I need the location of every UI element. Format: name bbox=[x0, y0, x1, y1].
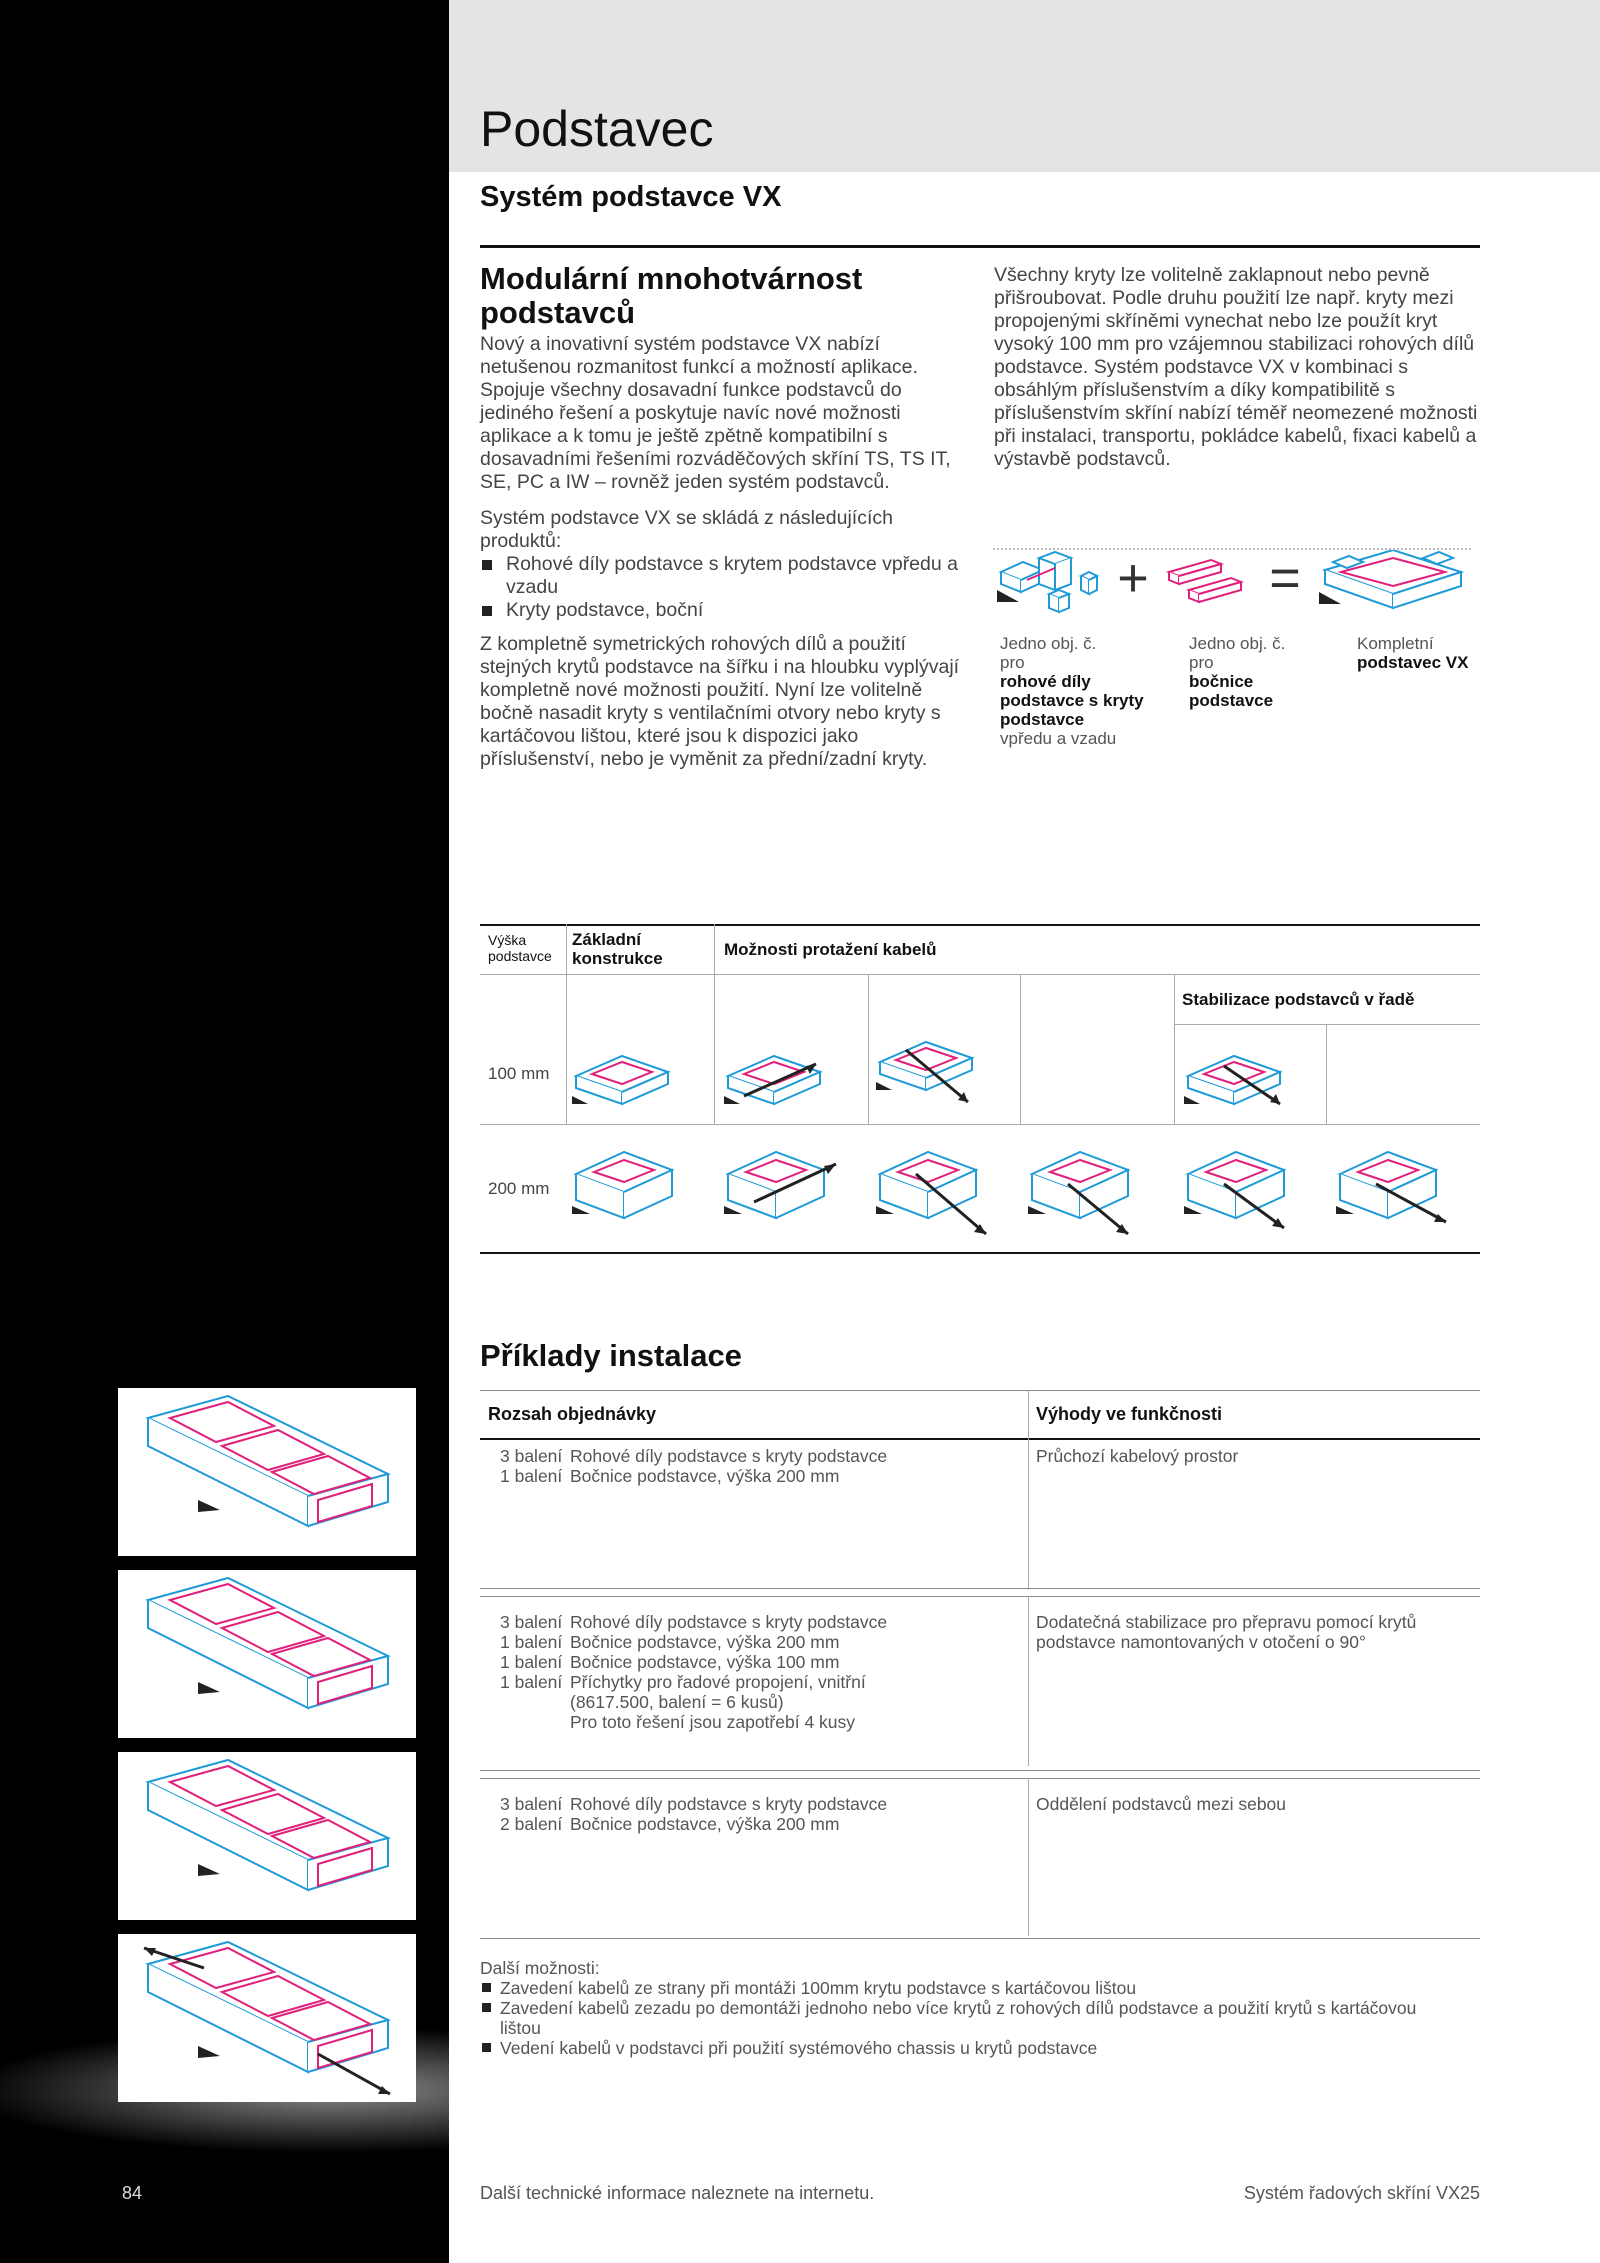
caption-bold: podstavec VX bbox=[1357, 653, 1469, 672]
table-rule bbox=[480, 1390, 1480, 1391]
caption-text: Jedno obj. č. bbox=[1000, 634, 1097, 653]
arrow-marker-icon bbox=[1319, 592, 1341, 604]
order-list bbox=[500, 1446, 887, 1486]
table-rule bbox=[480, 1770, 1480, 1771]
table-rule bbox=[480, 1778, 1480, 1779]
caption-text: Kompletní bbox=[1357, 634, 1434, 653]
table-rule bbox=[480, 1938, 1480, 1939]
item-desc: Bočnice podstavce, výška 200 mm bbox=[570, 1466, 840, 1486]
quantity: 1 balení bbox=[500, 1466, 563, 1486]
caption-complete bbox=[1357, 634, 1487, 672]
caption-text: vpředu a vzadu bbox=[1000, 729, 1117, 748]
header-stabilization: Stabilizace podstavců v řadě bbox=[1182, 990, 1415, 1009]
item-desc: (8617.500, balení = 6 kusů) bbox=[570, 1692, 784, 1712]
example-photo-3 bbox=[118, 1752, 416, 1920]
table-rule bbox=[480, 1438, 1480, 1440]
footer-series: Systém řadových skříní VX25 bbox=[1243, 2183, 1480, 2203]
quantity: 2 balení bbox=[500, 1814, 563, 1834]
header-order: Rozsah objednávky bbox=[488, 1404, 657, 1424]
caption-bold: rohové díly podstavce s kryty podstavce bbox=[1000, 672, 1144, 729]
cable-routing-matrix bbox=[480, 924, 1480, 1254]
page-number: 84 bbox=[122, 2183, 143, 2203]
list-item: Kryty podstavce, boční bbox=[480, 599, 970, 622]
order-list bbox=[500, 1612, 887, 1732]
thumb-200-3 bbox=[876, 1152, 986, 1234]
column-divider bbox=[1028, 1778, 1029, 1936]
row-label-100: 100 mm bbox=[488, 1064, 550, 1083]
plus-sign: + bbox=[1117, 550, 1149, 608]
caption-bold: bočnice podstavce bbox=[1189, 672, 1274, 710]
thumb-200-6 bbox=[1336, 1152, 1446, 1222]
table-rule bbox=[480, 974, 1480, 975]
caption-text: Jedno obj. č. bbox=[1189, 634, 1286, 653]
item-desc: Bočnice podstavce, výška 200 mm bbox=[570, 1632, 840, 1652]
header-height: Výška podstavce bbox=[488, 932, 552, 964]
matrix-illustrations bbox=[480, 1024, 1480, 1254]
header-cable: Možnosti protažení kabelů bbox=[724, 940, 937, 959]
caption-side-covers bbox=[1189, 634, 1329, 710]
more-options-title: Další možnosti: bbox=[480, 1958, 600, 1978]
intro-paragraph-3: Z kompletně symetrických rohových dílů a použití stejných krytů podstavce na šířku i na hloubku vyplývají kompletně nové možnosti použití. Nyní lze volitelně bočně nasadit kryty s ventilačními otvory nebo kryty s kartáčovou lištou, které jsou k dispozici jako příslušenství, nebo je vyměnit za přední/zadní kryty. bbox=[480, 633, 960, 770]
composition-svg bbox=[993, 550, 1471, 630]
quantity: 1 balení bbox=[500, 1672, 563, 1692]
list-item: Vedení kabelů v podstavci při použití systémového chassis u krytů podstavce bbox=[480, 2038, 1460, 2058]
header-base: Základní konstrukce bbox=[572, 930, 663, 968]
intro-paragraph-2: Systém podstavce VX se skládá z následujících produktů: bbox=[480, 507, 893, 552]
thumb-100-base bbox=[572, 1056, 668, 1104]
advantage-text: Průchozí kabelový prostor bbox=[1036, 1446, 1239, 1466]
list-item: Zavedení kabelů ze strany při montáži 100mm krytu podstavce s kartáčovou lištou bbox=[480, 1978, 1460, 1998]
quantity: 3 balení bbox=[500, 1612, 563, 1632]
item-desc: Bočnice podstavce, výška 200 mm bbox=[570, 1814, 840, 1834]
section-title: Systém podstavce VX bbox=[480, 181, 782, 213]
product-list bbox=[480, 553, 970, 622]
more-options-list bbox=[480, 1978, 1460, 2058]
thumb-100-cable-2 bbox=[876, 1042, 972, 1102]
side-covers-illustration bbox=[1169, 560, 1241, 602]
table-rule bbox=[480, 924, 1480, 926]
intro-heading: Modulární mnohotvárnost podstavců bbox=[480, 261, 863, 330]
item-desc: Rohové díly podstavce s kryty podstavce bbox=[570, 1794, 888, 1814]
item-desc: Bočnice podstavce, výška 100 mm bbox=[570, 1652, 840, 1672]
page-title: Podstavec bbox=[480, 101, 714, 157]
header-advantages: Výhody ve funkčnosti bbox=[1036, 1404, 1223, 1424]
equals-sign: = bbox=[1269, 550, 1301, 608]
intro-paragraph-1: Nový a inovativní systém podstavce VX nabízí netušenou rozmanitost funkcí a možností aplikace. Spojuje všechny dosavadní funkce podstavců do jediného řešení a poskytuje navíc nové možnosti aplikace a k tomu je ještě zpětně kompatibilní s dosavadními řešeními rozváděčových skříní TS, TS IT, SE, PC a IW – rovněž jeden systém podstavců. bbox=[480, 333, 951, 493]
examples-table bbox=[480, 1390, 1480, 1950]
thumb-100-stab bbox=[1184, 1056, 1280, 1104]
item-desc: Pro toto řešení jsou zapotřebí 4 kusy bbox=[570, 1712, 856, 1732]
quantity: 1 balení bbox=[500, 1652, 563, 1672]
caption-corner-pieces bbox=[1000, 634, 1170, 748]
row-label-200: 200 mm bbox=[488, 1179, 550, 1198]
thumb-200-1 bbox=[572, 1152, 672, 1218]
thumb-200-2 bbox=[724, 1152, 836, 1218]
column-divider bbox=[1028, 1596, 1029, 1766]
arrow-marker-icon bbox=[997, 590, 1019, 602]
advantage-text: Dodatečná stabilizace pro přepravu pomocí krytů podstavce namontovaných v otočení o 90° bbox=[1036, 1612, 1417, 1652]
caption-text: pro bbox=[1000, 653, 1025, 672]
item-desc: Rohové díly podstavce s kryty podstavce bbox=[570, 1446, 888, 1466]
right-paragraph: Všechny kryty lze volitelně zaklapnout nebo pevně přišroubovat. Podle druhu použití lze např. kryty mezi propojenými skříněmi vynechat nebo lze použít kryt vysoký 100 mm pro vzájemnou stabilizaci rohových dílů podstavce. Systém podstavce VX v kombinaci s obsáhlým příslušenstvím a díky kompatibilitě s příslušenstvím skříní nabízí téměř neomezené možnosti při instalaci, transportu, pokládce kabelů, fixaci kabelů a výstavbě podstavců. bbox=[994, 264, 1478, 470]
quantity: 3 balení bbox=[500, 1446, 563, 1466]
example-photo-1 bbox=[118, 1388, 416, 1556]
column-divider bbox=[1028, 1390, 1029, 1590]
section-rule bbox=[480, 245, 1480, 248]
thumb-100-cable-1 bbox=[724, 1056, 820, 1104]
quantity: 3 balení bbox=[500, 1794, 563, 1814]
caption-text: pro bbox=[1189, 653, 1214, 672]
examples-heading: Příklady instalace bbox=[480, 1338, 742, 1373]
table-rule bbox=[480, 1588, 1480, 1589]
example-photo-2 bbox=[118, 1570, 416, 1738]
list-item: Zavedení kabelů zezadu po demontáži jednoho nebo více krytů z rohových dílů podstavce a použití krytů s kartáčovou lištou bbox=[480, 1998, 1460, 2038]
order-list bbox=[500, 1794, 887, 1834]
complete-plinth-illustration bbox=[1325, 550, 1461, 608]
item-desc: Rohové díly podstavce s kryty podstavce bbox=[570, 1612, 888, 1632]
thumb-200-4 bbox=[1028, 1152, 1128, 1234]
footer-note: Další technické informace naleznete na internetu. bbox=[480, 2183, 875, 2203]
example-photo-4 bbox=[118, 1934, 416, 2102]
composition-diagram bbox=[993, 548, 1471, 630]
quantity: 1 balení bbox=[500, 1632, 563, 1652]
advantage-text: Oddělení podstavců mezi sebou bbox=[1036, 1794, 1287, 1814]
item-desc: Příchytky pro řadové propojení, vnitřní bbox=[570, 1672, 866, 1692]
table-rule bbox=[480, 1596, 1480, 1597]
list-item: Rohové díly podstavce s krytem podstavce vpředu a vzadu bbox=[480, 553, 970, 599]
corner-pieces-illustration bbox=[1001, 552, 1097, 612]
example-illustrations bbox=[118, 1388, 416, 2102]
thumb-200-5 bbox=[1184, 1152, 1284, 1228]
